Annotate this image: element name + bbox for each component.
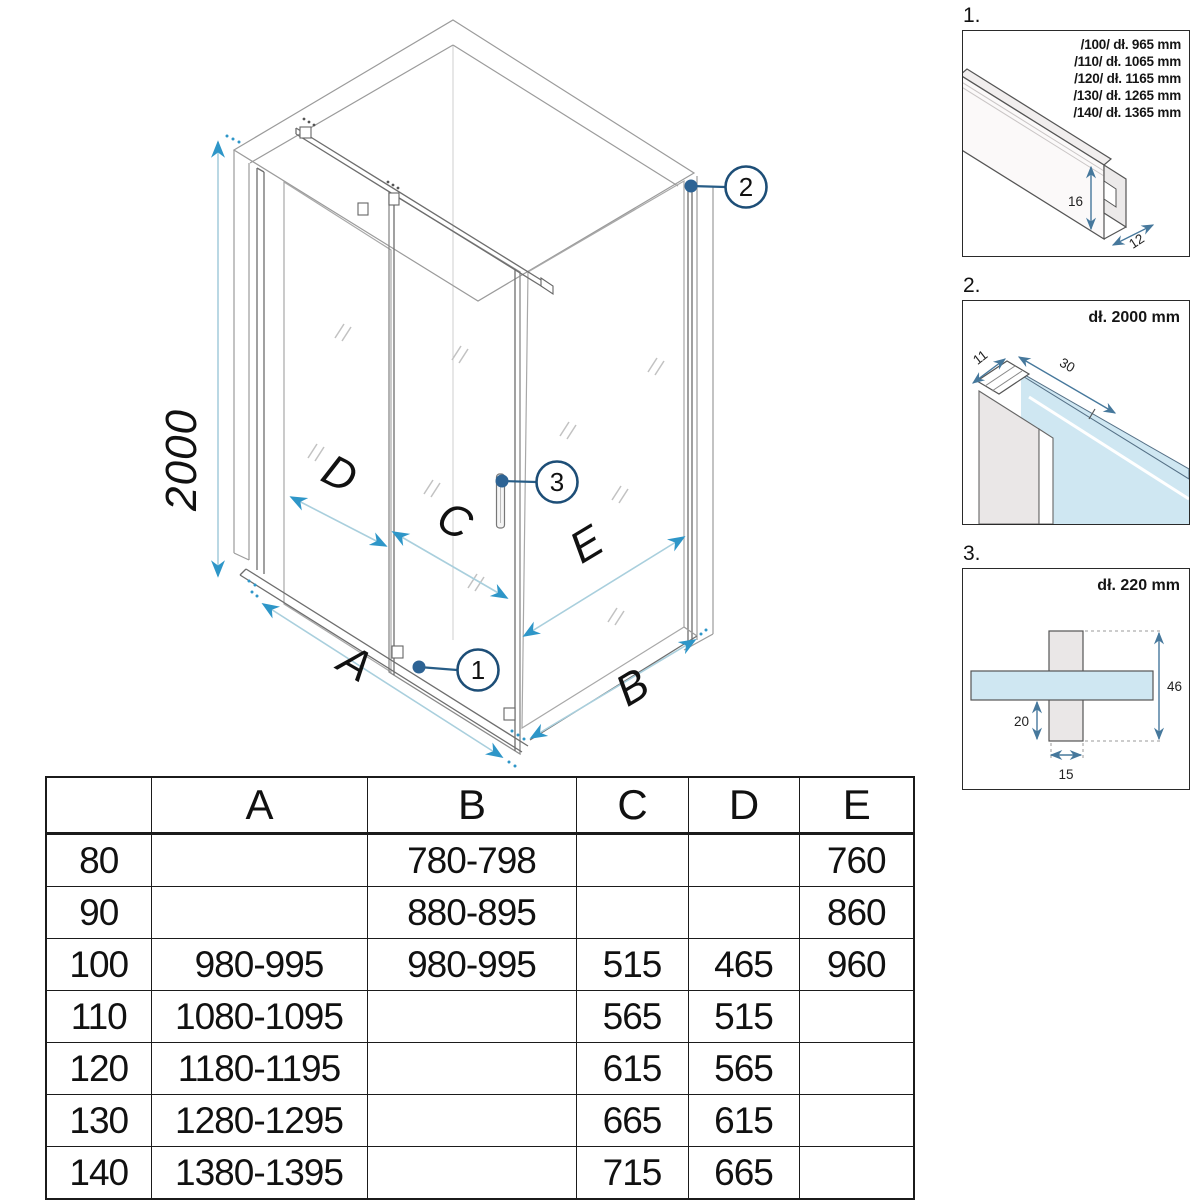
table-cell: 615 [688,1095,799,1147]
table-cell [799,991,914,1043]
glass-inset-value: 30 [1056,354,1078,376]
floor-guide [504,708,515,720]
spec-line: /130/ dł. 1265 mm [1073,88,1181,103]
profile-depth-dim [1113,225,1153,252]
side-panel-e [522,181,684,728]
table-cell: 715 [576,1147,688,1200]
detail-3-drawing [963,569,1189,789]
detail-1-box [962,30,1190,257]
dim-label-d: D [314,445,365,504]
offset-dim [1014,702,1037,739]
table-cell: 565 [688,1043,799,1095]
table-cell: 465 [688,939,799,991]
table-cell: 80 [46,834,151,887]
floor-guide [392,646,403,658]
detail-2-number: 2. [963,274,981,297]
callout-1-number: 1 [470,655,486,685]
spec-line: /110/ dł. 1065 mm [1074,54,1181,69]
table-cell [367,1147,576,1200]
profile-height-value: 16 [1067,194,1083,209]
table-cell: 780-798 [367,834,576,887]
profile-depth-value: 12 [1126,230,1147,252]
ceiling-outline [234,20,694,301]
table-cell [799,1043,914,1095]
detail-3-title: dł. 220 mm [1097,577,1180,594]
table-row [46,939,914,991]
door-roller [358,203,368,215]
column-header-c: C [576,777,688,834]
detail-2-box [962,300,1190,525]
detail-1-spec-lines [1073,36,1181,121]
table-cell: 120 [46,1043,151,1095]
width-value: 15 [1058,767,1074,782]
dim-label-e: E [561,516,612,574]
dim-label-b: B [607,659,658,717]
table-cell: 515 [576,939,688,991]
callout-1 [413,650,499,691]
rail-bracket [300,127,311,138]
table-row [46,834,914,887]
spec-line: /140/ dł. 1365 mm [1073,105,1181,120]
table-cell: 980-995 [367,939,576,991]
width-dim [1051,755,1081,782]
detail-2-title: dł. 2000 mm [1088,309,1180,326]
table-cell: 100 [46,939,151,991]
table-cell [151,887,367,939]
door-roller [389,193,399,205]
table-header-row [46,777,914,834]
detail-1-number: 1. [963,4,981,27]
table-cell [151,834,367,887]
table-cell [576,834,688,887]
dim-e [524,516,684,636]
right-wall [684,176,713,650]
height-dimension-label: 2000 [157,409,206,511]
table-cell: 615 [576,1043,688,1095]
left-wall [234,150,264,574]
table-row [46,1147,914,1200]
dim-c [393,492,507,598]
table-cell: 140 [46,1147,151,1200]
table-cell [688,887,799,939]
dim-b [511,629,708,741]
total-height-value: 46 [1167,679,1183,694]
table-cell: 1380-1395 [151,1147,367,1200]
height-dimension [157,135,257,587]
table-cell: 565 [576,991,688,1043]
table-cell: 1280-1295 [151,1095,367,1147]
screw-dots [303,118,400,190]
glass-shine-marks [308,324,664,625]
callout-2-number: 2 [738,172,754,202]
table-cell: 110 [46,991,151,1043]
table-cell: 880-895 [367,887,576,939]
detail-2-drawing [963,301,1189,524]
spec-line: /100/ dł. 965 mm [1080,37,1181,52]
callout-3 [496,462,578,503]
table-cell: 860 [799,887,914,939]
table-cell: 1080-1095 [151,991,367,1043]
table-cell: 665 [688,1147,799,1200]
column-header-e: E [799,777,914,834]
detail-3-box [962,568,1190,790]
table-row [46,887,914,939]
offset-value: 20 [1013,714,1029,729]
size-column-header [46,777,151,834]
dim-label-c: C [429,492,480,551]
column-header-b: B [367,777,576,834]
callout-3-number: 3 [549,467,565,497]
total-height-dim [1159,633,1182,739]
fixed-panel-d [284,182,391,672]
table-row [46,1043,914,1095]
table-cell: 665 [576,1095,688,1147]
table-row [46,1095,914,1147]
table-cell [576,887,688,939]
dimensions-table [45,776,915,1200]
dim-label-a: A [330,634,381,693]
table-cell: 980-995 [151,939,367,991]
table-cell: 515 [688,991,799,1043]
column-header-a: A [151,777,367,834]
table-cell: 90 [46,887,151,939]
column-header-d: D [688,777,799,834]
table-cell [688,834,799,887]
table-cell: 1180-1195 [151,1043,367,1095]
rail-end-cap [541,278,553,294]
table-cell [367,1095,576,1147]
table-cell: 760 [799,834,914,887]
table-cell [799,1147,914,1200]
table-cell: 960 [799,939,914,991]
detail-3-number: 3. [963,542,981,565]
dim-d [291,445,386,546]
table-cell: 130 [46,1095,151,1147]
wall-profile-width-value: 11 [970,347,991,368]
table-cell [799,1095,914,1147]
table-cell [367,1043,576,1095]
table-row [46,991,914,1043]
table-cell [367,991,576,1043]
spec-line: /120/ dł. 1165 mm [1074,71,1181,86]
glass-bar [971,671,1153,700]
